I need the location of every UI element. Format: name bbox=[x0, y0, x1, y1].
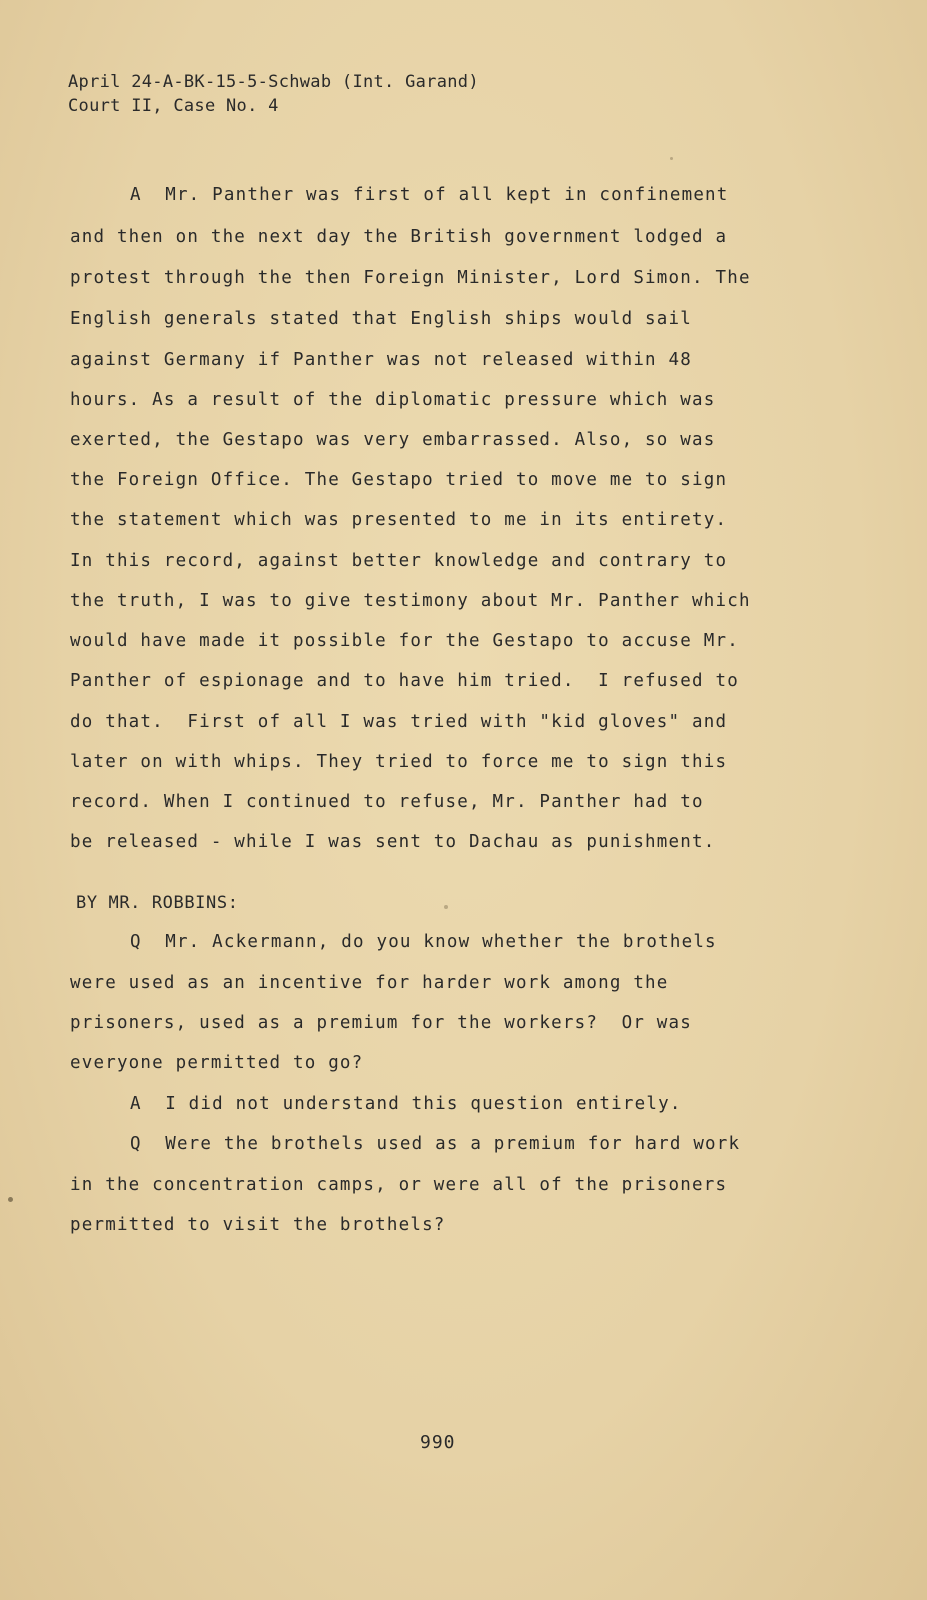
testimony-line: English generals stated that English ships would sail bbox=[70, 309, 693, 329]
testimony-line: later on with whips. They tried to force me to sign this bbox=[70, 752, 728, 772]
page-number: 990 bbox=[420, 1432, 456, 1453]
testimony-line: record. When I continued to refuse, Mr. Panther had to bbox=[70, 792, 704, 812]
question-line: were used as an incentive for harder work among the bbox=[70, 973, 669, 993]
question-line: Q Were the brothels used as a premium for hard work bbox=[130, 1134, 741, 1154]
testimony-line: do that. First of all I was tried with "kid gloves" and bbox=[70, 712, 728, 732]
testimony-line: In this record, against better knowledge and contrary to bbox=[70, 551, 728, 571]
paper-speck bbox=[8, 1197, 13, 1202]
question-line: Q Mr. Ackermann, do you know whether the brothels bbox=[130, 932, 717, 952]
question-line: prisoners, used as a premium for the workers? Or was bbox=[70, 1013, 693, 1033]
testimony-line: Panther of espionage and to have him tried. I refused to bbox=[70, 671, 739, 691]
testimony-line: the statement which was presented to me in its entirety. bbox=[70, 510, 728, 530]
question-line: permitted to visit the brothels? bbox=[70, 1215, 446, 1235]
question-line: in the concentration camps, or were all of the prisoners bbox=[70, 1175, 728, 1195]
testimony-line: would have made it possible for the Gestapo to accuse Mr. bbox=[70, 631, 739, 651]
testimony-line: against Germany if Panther was not released within 48 bbox=[70, 350, 693, 370]
testimony-line: the truth, I was to give testimony about Mr. Panther which bbox=[70, 591, 751, 611]
testimony-line: and then on the next day the British government lodged a bbox=[70, 227, 728, 247]
testimony-line: A Mr. Panther was first of all kept in confinement bbox=[130, 185, 729, 205]
header-line-2: Court II, Case No. 4 bbox=[68, 96, 279, 116]
testimony-line: hours. As a result of the diplomatic pressure which was bbox=[70, 390, 716, 410]
paper-speck bbox=[670, 157, 673, 160]
testimony-line: exerted, the Gestapo was very embarrassed. Also, so was bbox=[70, 430, 716, 450]
question-line: everyone permitted to go? bbox=[70, 1053, 364, 1073]
testimony-line: be released - while I was sent to Dachau as punishment. bbox=[70, 832, 716, 852]
answer-line: A I did not understand this question entirely. bbox=[130, 1094, 682, 1114]
testimony-line: the Foreign Office. The Gestapo tried to move me to sign bbox=[70, 470, 728, 490]
speaker-label: BY MR. ROBBINS: bbox=[76, 893, 239, 913]
paper-speck bbox=[444, 905, 448, 909]
document-header bbox=[68, 70, 479, 118]
header-line-1: April 24-A-BK-15-5-Schwab (Int. Garand) bbox=[68, 72, 479, 92]
testimony-line: protest through the then Foreign Minister, Lord Simon. The bbox=[70, 268, 751, 288]
